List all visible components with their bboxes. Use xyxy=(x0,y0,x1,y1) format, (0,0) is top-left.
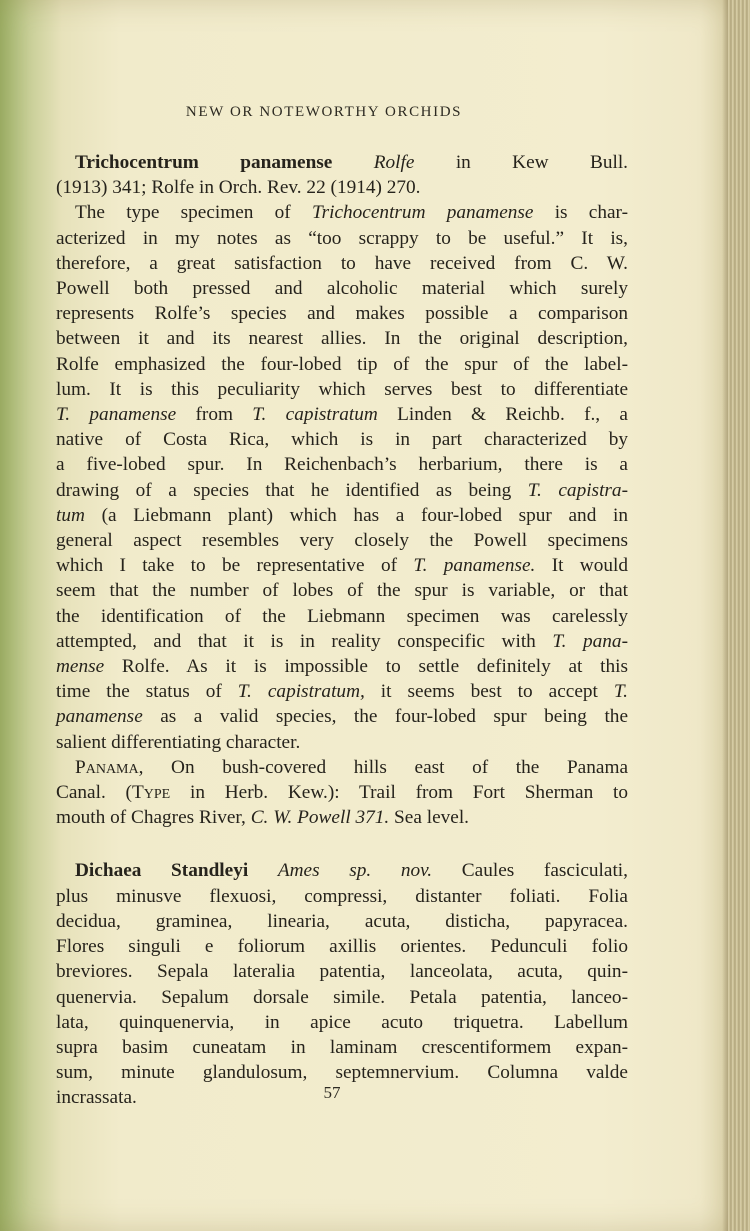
entry-body xyxy=(56,884,628,1111)
text-segment: It would xyxy=(535,555,628,577)
text-line xyxy=(56,301,628,326)
text-segment: attempted, and that it is in reality conspecific with xyxy=(56,630,553,652)
specimen-line xyxy=(56,780,628,805)
specimen-collector: C. W. Powell 371. xyxy=(250,807,390,829)
text-segment: time the status of xyxy=(56,681,238,703)
text-segment: Linden & Reichb. f., a xyxy=(377,404,628,426)
entry-separator xyxy=(56,830,628,858)
type-label: Type xyxy=(131,782,171,804)
italic-text: tum xyxy=(56,504,85,526)
text-line xyxy=(56,553,628,578)
text-segment: Rolfe emphasized the four-lobed tip of the spur of the label- xyxy=(56,353,628,375)
text-line xyxy=(56,452,628,477)
species-author: Rolfe xyxy=(373,152,415,173)
text-line xyxy=(56,679,628,704)
text-segment: therefore, a great satisfaction to have received from C. W. xyxy=(56,252,628,274)
italic-text: T. capistratum, xyxy=(237,681,365,703)
running-head: NEW OR NOTEWORTHY ORCHIDS xyxy=(185,104,463,120)
specimen-line xyxy=(56,805,628,830)
text-line xyxy=(56,578,628,603)
italic-text: panamense xyxy=(56,706,143,728)
italic-text: T. panamense. xyxy=(413,555,536,577)
text-line: supra basim cuneatam in laminam crescentiformem expan- xyxy=(56,1036,628,1058)
text-line xyxy=(56,604,628,629)
text-segment: is char- xyxy=(533,202,628,224)
italic-text: mense xyxy=(56,656,105,678)
text-line xyxy=(56,377,628,402)
text-line: quenervia. Sepalum dorsale simile. Petala patentia, lanceo- xyxy=(56,986,628,1008)
text-segment: between it and its nearest allies. In the original description, xyxy=(56,328,628,350)
text-segment: native of Costa Rica, which is in part characterized by xyxy=(56,429,628,451)
text-segment: acterized in my notes as “too scrappy to be useful.” It is, xyxy=(56,227,628,249)
italic-text: T. pana- xyxy=(552,630,628,652)
text-line xyxy=(56,730,628,755)
italic-text: Trichocentrum panamense xyxy=(311,202,534,224)
page-number: 57 xyxy=(323,1083,341,1102)
page-text xyxy=(56,150,628,1111)
specimen-text: mouth of Chagres River, xyxy=(56,807,251,829)
text-segment: The type specimen of xyxy=(75,202,312,224)
text-line: decidua, graminea, linearia, acuta, disticha, papyracea. xyxy=(56,910,628,932)
entry-body xyxy=(56,200,628,754)
specimen-text: Canal. ( xyxy=(56,782,132,804)
text-line: breviores. Sepala lateralia patentia, lanceolata, acuta, quin- xyxy=(56,961,628,983)
text-segment: which I take to be representative of xyxy=(56,555,414,577)
specimen-locality: On bush-covered hills east of the Panama xyxy=(143,756,628,778)
text-segment: the identification of the Liebmann specimen was carelessly xyxy=(56,605,628,627)
citation-line: (1913) 341; Rolfe in Orch. Rev. 22 (1914) 270. xyxy=(56,177,421,199)
page-edges xyxy=(728,0,750,1231)
text-segment: general aspect resembles very closely the Powell specimens xyxy=(56,530,628,552)
text-line xyxy=(56,226,628,251)
citation: in Kew Bull. xyxy=(414,152,628,173)
italic-text: T. capistratum xyxy=(252,404,378,426)
text-line xyxy=(56,478,628,503)
description-text: Caules fasciculati, xyxy=(432,860,628,882)
specimen-line xyxy=(56,755,628,780)
italic-text: T. capistra- xyxy=(527,479,628,501)
species-name: Trichocentrum panamense xyxy=(75,152,333,173)
text-segment: as a valid species, the four-lobed spur being the xyxy=(142,706,628,728)
text-line xyxy=(56,276,628,301)
text-segment: lum. It is this peculiarity which serves best to differentiate xyxy=(56,378,628,400)
text-line xyxy=(56,402,628,427)
text-segment: drawing of a species that he identified as being xyxy=(56,479,528,501)
text-line xyxy=(56,326,628,351)
specimen-text: in Herb. Kew.): Trail from Fort Sherman to xyxy=(170,782,628,804)
italic-text: T. xyxy=(613,681,628,703)
text-segment: (a Liebmann plant) which has a four-lobed spur and in xyxy=(84,504,628,526)
text-segment: Powell both pressed and alcoholic material which surely xyxy=(56,278,628,300)
text-line: Flores singuli e foliorum axillis orientes. Pedunculi folio xyxy=(56,936,628,958)
entry-heading xyxy=(56,150,628,175)
text-line xyxy=(56,654,628,679)
text-line xyxy=(56,528,628,553)
text-line xyxy=(56,200,628,225)
text-segment: represents Rolfe’s species and makes possible a comparison xyxy=(56,303,628,325)
entry-heading xyxy=(56,858,628,883)
specimen-country: Panama, xyxy=(75,756,144,778)
text-line xyxy=(56,704,628,729)
text-line xyxy=(56,427,628,452)
text-segment: salient differentiating character. xyxy=(56,731,301,753)
text-segment: a five-lobed spur. In Reichenbach’s herbarium, there is a xyxy=(56,454,628,476)
text-segment: Rolfe. As it is impossible to settle definitely at this xyxy=(104,656,628,678)
text-line xyxy=(56,629,628,654)
text-line: lata, quinquenervia, in apice acuto triquetra. Labellum xyxy=(56,1011,628,1033)
italic-text: T. panamense xyxy=(56,404,177,426)
text-line: sum, minute glandulosum, septemnervium. Columna valde xyxy=(56,1062,628,1084)
text-line xyxy=(56,503,628,528)
text-line: plus minusve flexuosi, compressi, distanter foliati. Folia xyxy=(56,885,628,907)
text-line xyxy=(56,352,628,377)
species-name: Dichaea Standleyi xyxy=(75,860,249,882)
text-segment: seem that the number of lobes of the spur is variable, or that xyxy=(56,580,628,602)
text-line xyxy=(56,251,628,276)
text-line: incrassata. xyxy=(56,1087,137,1109)
text-segment: it seems best to accept xyxy=(364,681,614,703)
specimen-text: Sea level. xyxy=(389,807,470,829)
species-author: Ames sp. nov. xyxy=(277,860,433,882)
text-segment: from xyxy=(176,404,253,426)
